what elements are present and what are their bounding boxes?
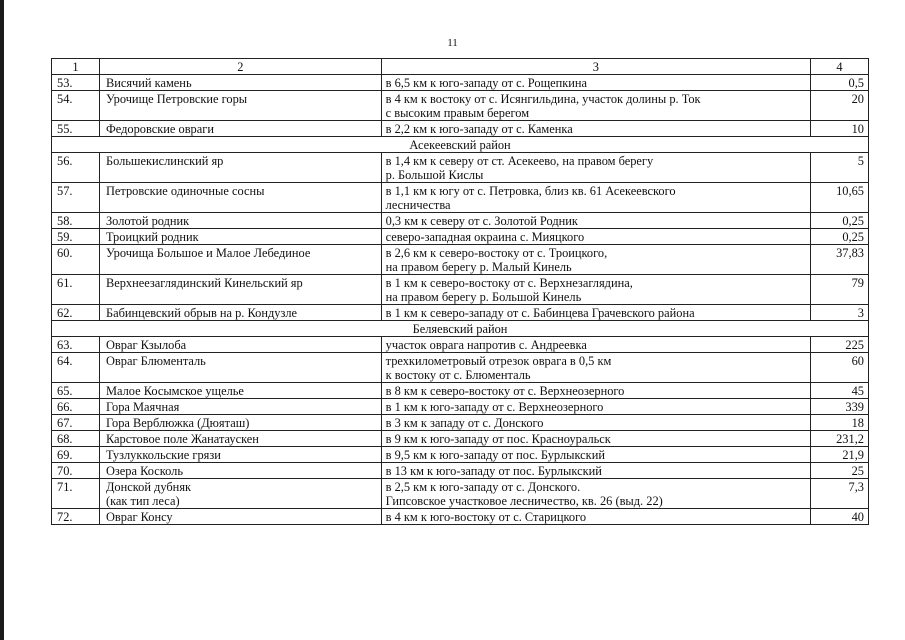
site-location (381, 75, 810, 91)
table-row (52, 463, 869, 479)
site-name (99, 91, 381, 121)
site-name (99, 399, 381, 415)
site-name (99, 275, 381, 305)
protected-sites-table (51, 58, 869, 525)
cell-line: Донской дубняк (105, 480, 192, 494)
cell-line: Гипсовское участковое лесничество, кв. 26 (выд. 22) (385, 494, 663, 508)
table-row (52, 399, 869, 415)
site-area: 20 (811, 91, 869, 121)
table-row (52, 275, 869, 305)
row-number: 64. (52, 353, 100, 383)
cell-line: Озера Косколь (105, 464, 183, 478)
site-location (381, 479, 810, 509)
cell-line: в 1 км к северо-западу от с. Бабинцева Грачевского района (385, 306, 695, 320)
cell-line: на правом берегу р. Большой Кинель (385, 290, 582, 304)
cell-line: Петровские одиночные сосны (105, 184, 265, 198)
site-area: 0,25 (811, 213, 869, 229)
table-row (52, 153, 869, 183)
site-area: 225 (811, 337, 869, 353)
row-number: 66. (52, 399, 100, 415)
cell-line: в 1,4 км к северу от ст. Асекеево, на правом берегу (385, 154, 654, 168)
cell-line: в 9 км к юго-западу от пос. Красноуральск (385, 432, 611, 446)
table-row (52, 431, 869, 447)
table-row (52, 353, 869, 383)
section-title: Беляевский район (52, 321, 869, 337)
site-area: 10 (811, 121, 869, 137)
site-location (381, 337, 810, 353)
table-row (52, 121, 869, 137)
table-header-row (52, 59, 869, 75)
table-row (52, 183, 869, 213)
cell-line: к востоку от с. Блюменталь (385, 368, 531, 382)
cell-line: Урочища Большое и Малое Лебединое (105, 246, 311, 260)
cell-line: в 8 км к северо-востоку от с. Верхнеозерного (385, 384, 625, 398)
cell-line: на правом берегу р. Малый Кинель (385, 260, 572, 274)
site-area: 339 (811, 399, 869, 415)
scan-edge-bar (0, 0, 4, 640)
cell-line: в 6,5 км к юго-западу от с. Рощепкина (385, 76, 588, 90)
site-name (99, 353, 381, 383)
cell-line: в 3 км к западу от с. Донского (385, 416, 544, 430)
site-location (381, 509, 810, 525)
cell-line: Карстовое поле Жанатаускен (105, 432, 259, 446)
site-area: 40 (811, 509, 869, 525)
site-area: 60 (811, 353, 869, 383)
table-row (52, 337, 869, 353)
site-location (381, 447, 810, 463)
table-row (52, 213, 869, 229)
header-cell-4: 4 (811, 59, 869, 75)
site-name (99, 479, 381, 509)
site-area: 0,25 (811, 229, 869, 245)
row-number: 62. (52, 305, 100, 321)
cell-line: северо-западная окраина с. Мияцкого (385, 230, 585, 244)
row-number: 60. (52, 245, 100, 275)
site-name (99, 183, 381, 213)
cell-line: р. Большой Кислы (385, 168, 484, 182)
site-area: 18 (811, 415, 869, 431)
cell-line: Тузлуккольские грязи (105, 448, 221, 462)
table-row (52, 383, 869, 399)
site-area: 7,3 (811, 479, 869, 509)
site-location (381, 121, 810, 137)
cell-line: с высоким правым берегом (385, 106, 530, 120)
cell-line: Гора Верблюжка (Дюяташ) (105, 416, 250, 430)
site-area: 3 (811, 305, 869, 321)
site-location (381, 183, 810, 213)
site-location (381, 213, 810, 229)
table-row (52, 91, 869, 121)
row-number: 71. (52, 479, 100, 509)
site-name (99, 431, 381, 447)
row-number: 69. (52, 447, 100, 463)
cell-line: Федоровские овраги (105, 122, 214, 136)
site-location (381, 91, 810, 121)
row-number: 53. (52, 75, 100, 91)
row-number: 59. (52, 229, 100, 245)
site-area: 37,83 (811, 245, 869, 275)
row-number: 56. (52, 153, 100, 183)
cell-line: участок оврага напротив с. Андреевка (385, 338, 587, 352)
site-location (381, 463, 810, 479)
header-cell-2: 2 (99, 59, 381, 75)
cell-line: в 9,5 км к юго-западу от пос. Бурлыкский (385, 448, 605, 462)
table-row (52, 305, 869, 321)
site-location (381, 415, 810, 431)
site-name (99, 337, 381, 353)
table-row (52, 479, 869, 509)
site-name (99, 213, 381, 229)
row-number: 72. (52, 509, 100, 525)
cell-line: 0,3 км к северу от с. Золотой Родник (385, 214, 578, 228)
row-number: 58. (52, 213, 100, 229)
cell-line: в 1 км к северо-востоку от с. Верхнезаглядина, (385, 276, 633, 290)
site-location (381, 383, 810, 399)
cell-line: в 1,1 км к югу от с. Петровка, близ кв. 61 Асекеевского (385, 184, 676, 198)
table-body (52, 59, 869, 525)
cell-line: Большекислинский яр (105, 154, 224, 168)
table-row (52, 229, 869, 245)
row-number: 67. (52, 415, 100, 431)
row-number: 55. (52, 121, 100, 137)
cell-line: Овраг Блюменталь (105, 354, 206, 368)
section-header-row (52, 137, 869, 153)
cell-line: Бабинцевский обрыв на р. Кондузле (105, 306, 298, 320)
cell-line: Малое Косымское ущелье (105, 384, 244, 398)
cell-line: в 2,2 км к юго-западу от с. Каменка (385, 122, 573, 136)
header-cell-3: 3 (381, 59, 810, 75)
site-area: 5 (811, 153, 869, 183)
site-area: 21,9 (811, 447, 869, 463)
table-row (52, 75, 869, 91)
site-location (381, 305, 810, 321)
site-area: 79 (811, 275, 869, 305)
section-title: Асекеевский район (52, 137, 869, 153)
cell-line: в 4 км к юго-востоку от с. Старицкого (385, 510, 587, 524)
row-number: 70. (52, 463, 100, 479)
site-name (99, 153, 381, 183)
site-name (99, 383, 381, 399)
cell-line: Висячий камень (105, 76, 192, 90)
site-name (99, 121, 381, 137)
cell-line: в 4 км к востоку от с. Исянгильдина, участок долины р. Ток (385, 92, 701, 106)
site-area: 0,5 (811, 75, 869, 91)
site-location (381, 245, 810, 275)
site-location (381, 229, 810, 245)
site-location (381, 399, 810, 415)
site-name (99, 245, 381, 275)
site-area: 25 (811, 463, 869, 479)
site-name (99, 509, 381, 525)
table-row (52, 245, 869, 275)
cell-line: лесничества (385, 198, 451, 212)
cell-line: в 2,5 км к юго-западу от с. Донского. (385, 480, 581, 494)
section-header-row (52, 321, 869, 337)
site-location (381, 353, 810, 383)
cell-line: в 1 км к юго-западу от с. Верхнеозерного (385, 400, 604, 414)
row-number: 61. (52, 275, 100, 305)
site-name (99, 463, 381, 479)
site-name (99, 229, 381, 245)
site-name (99, 415, 381, 431)
row-number: 54. (52, 91, 100, 121)
cell-line: (как тип леса) (105, 494, 180, 508)
table-row (52, 415, 869, 431)
row-number: 63. (52, 337, 100, 353)
cell-line: Овраг Консу (105, 510, 173, 524)
table-row (52, 447, 869, 463)
header-cell-1: 1 (52, 59, 100, 75)
row-number: 57. (52, 183, 100, 213)
site-name (99, 305, 381, 321)
site-location (381, 431, 810, 447)
cell-line: Золотой родник (105, 214, 190, 228)
cell-line: в 13 км к юго-западу от пос. Бурлыкский (385, 464, 602, 478)
cell-line: Троицкий родник (105, 230, 199, 244)
cell-line: Урочище Петровские горы (105, 92, 248, 106)
cell-line: Овраг Кзылоба (105, 338, 187, 352)
cell-line: в 2,6 км к северо-востоку от с. Троицкого, (385, 246, 608, 260)
cell-line: Верхнеезаглядинский Кинельский яр (105, 276, 303, 290)
site-location (381, 275, 810, 305)
row-number: 68. (52, 431, 100, 447)
row-number: 65. (52, 383, 100, 399)
site-area: 45 (811, 383, 869, 399)
page-number: 11 (447, 37, 458, 49)
site-name (99, 447, 381, 463)
site-area: 10,65 (811, 183, 869, 213)
site-name (99, 75, 381, 91)
site-location (381, 153, 810, 183)
site-area: 231,2 (811, 431, 869, 447)
cell-line: Гора Маячная (105, 400, 180, 414)
cell-line: трехкилометровый отрезок оврага в 0,5 км (385, 354, 612, 368)
table-row (52, 509, 869, 525)
